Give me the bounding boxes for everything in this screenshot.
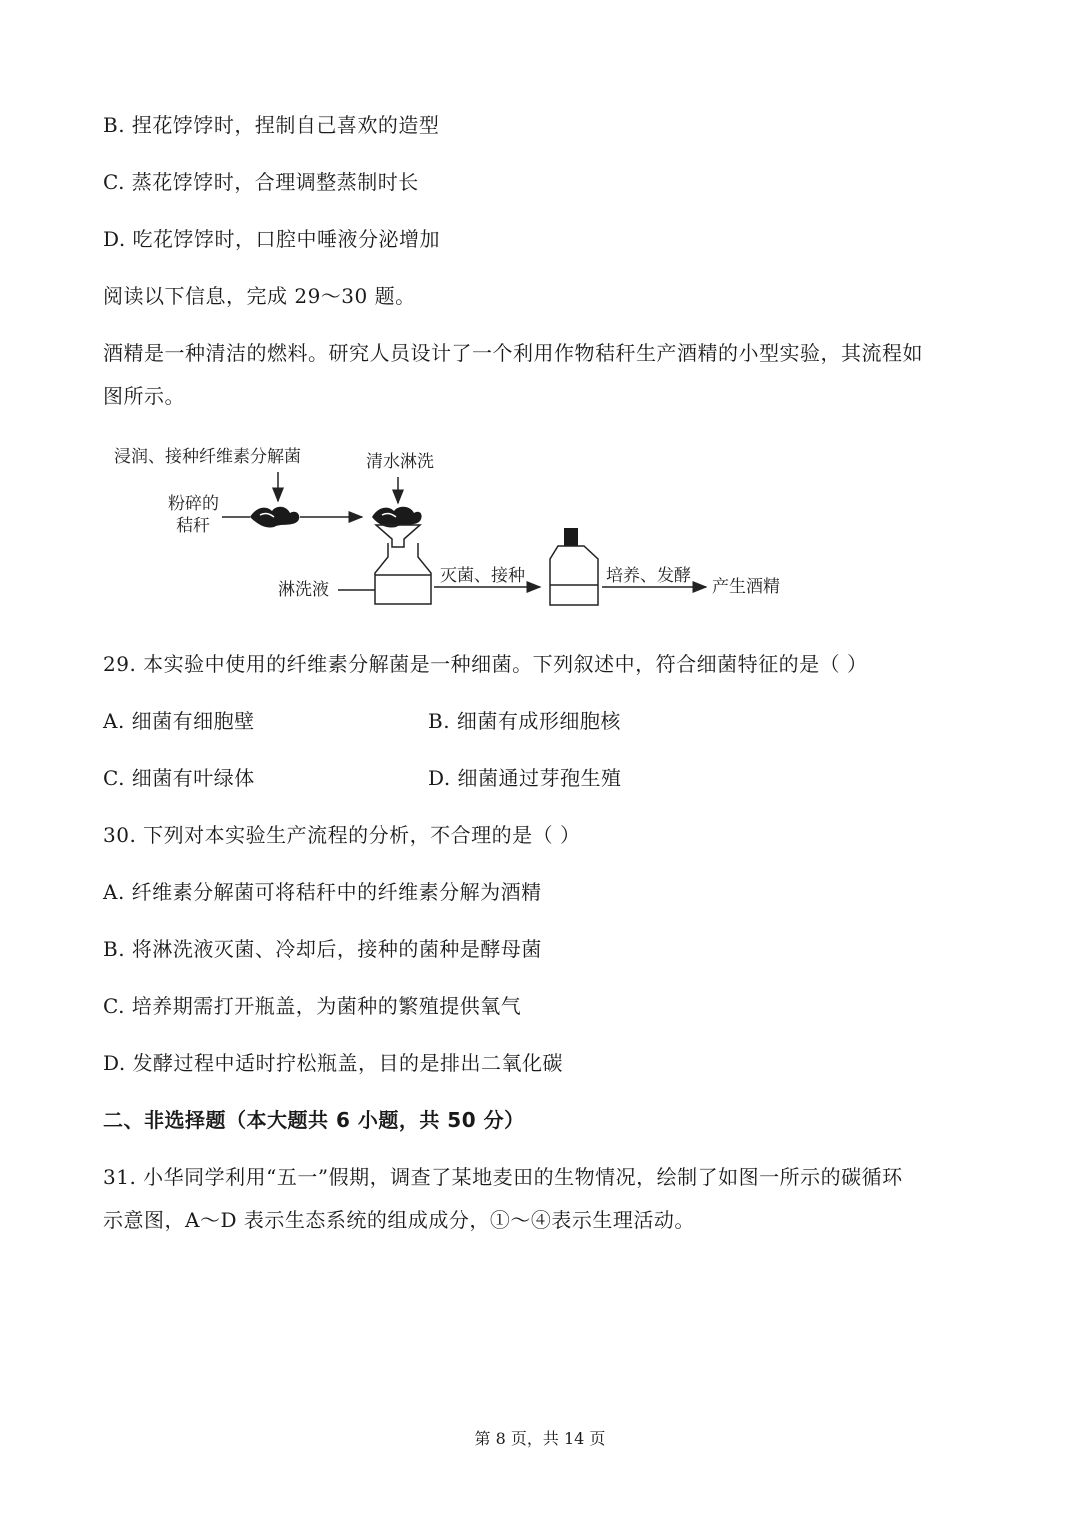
q29-option-d: D. 细菌通过芽孢生殖 bbox=[428, 766, 622, 790]
step-sterilize-inoculate-label: 灭菌、接种 bbox=[440, 566, 525, 586]
input-straw-label-1: 粉碎的 bbox=[168, 494, 219, 514]
q29-option-c: C. 细菌有叶绿体 bbox=[103, 766, 255, 790]
q31-line-2: 示意图，A～D 表示生态系统的组成成分，①～④表示生理活动。 bbox=[103, 1208, 695, 1232]
passage-line-2: 图所示。 bbox=[103, 384, 185, 408]
section-heading: 二、非选择题（本大题共 6 小题，共 50 分） bbox=[103, 1108, 525, 1132]
straw-pile-1 bbox=[250, 507, 299, 528]
page-footer: 第 8 页，共 14 页 bbox=[474, 1429, 606, 1448]
step-culture-ferment-label: 培养、发酵 bbox=[606, 566, 691, 586]
sealed-bottle bbox=[550, 528, 598, 605]
q28-option-b: B. 捏花饽饽时，捏制自己喜欢的造型 bbox=[103, 113, 440, 137]
q30-option-b: B. 将淋洗液灭菌、冷却后，接种的菌种是酵母菌 bbox=[103, 937, 542, 961]
ethanol-production-flow-diagram bbox=[100, 435, 820, 620]
q28-option-c: C. 蒸花饽饽时，合理调整蒸制时长 bbox=[103, 170, 419, 194]
q30-option-d: D. 发酵过程中适时拧松瓶盖，目的是排出二氧化碳 bbox=[103, 1051, 564, 1075]
step-soak-inoculate-label: 浸润、接种纤维素分解菌 bbox=[114, 447, 301, 467]
q30-stem: 30. 下列对本实验生产流程的分析，不合理的是（ ） bbox=[103, 823, 581, 847]
q30-option-a: A. 纤维素分解菌可将秸秆中的纤维素分解为酒精 bbox=[103, 880, 542, 904]
q29-option-a: A. 细菌有细胞壁 bbox=[103, 709, 255, 733]
step-rinse-label: 清水淋洗 bbox=[366, 452, 434, 472]
input-straw-label-2: 秸秆 bbox=[176, 516, 210, 536]
funnel-flask bbox=[375, 525, 431, 604]
q29-stem: 29. 本实验中使用的纤维素分解菌是一种细菌。下列叙述中，符合细菌特征的是（ ） bbox=[103, 652, 868, 676]
reading-intro: 阅读以下信息，完成 29～30 题。 bbox=[103, 284, 416, 308]
q31-line-1: 31. 小华同学利用“五一”假期，调查了某地麦田的生物情况，绘制了如图一所示的碳循环 bbox=[103, 1165, 903, 1189]
q30-option-c: C. 培养期需打开瓶盖，为菌种的繁殖提供氧气 bbox=[103, 994, 522, 1018]
output-ethanol-label: 产生酒精 bbox=[712, 577, 780, 597]
q29-option-b: B. 细菌有成形细胞核 bbox=[428, 709, 621, 733]
passage-line-1: 酒精是一种清洁的燃料。研究人员设计了一个利用作物秸秆生产酒精的小型实验，其流程如 bbox=[103, 341, 923, 365]
q28-option-d: D. 吃花饽饽时，口腔中唾液分泌增加 bbox=[103, 227, 441, 251]
rinse-liquid-label: 淋洗液 bbox=[278, 580, 329, 600]
